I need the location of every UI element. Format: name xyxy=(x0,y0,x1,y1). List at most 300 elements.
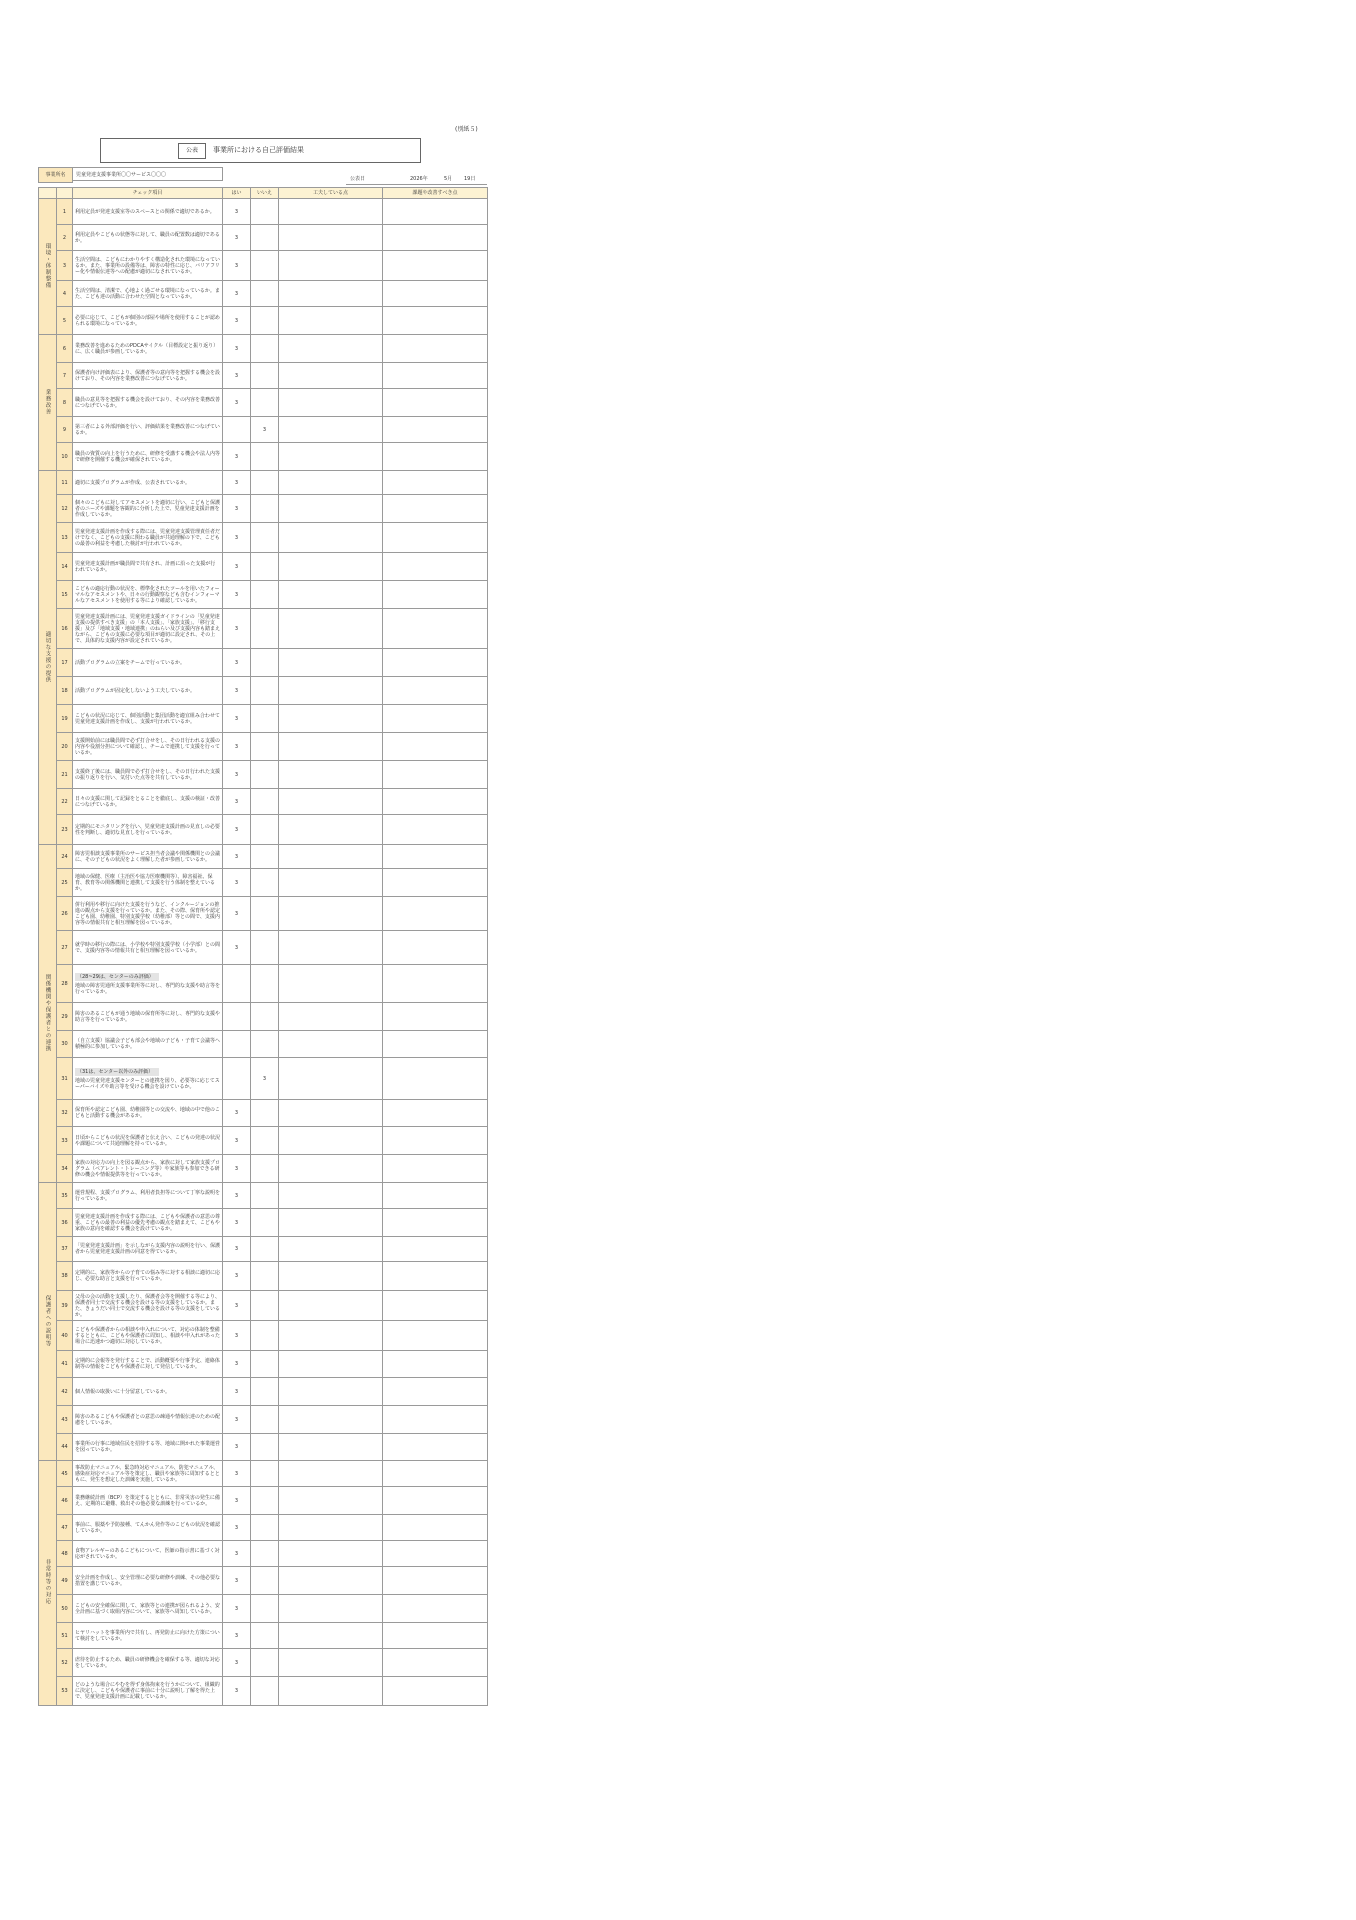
check-item-text: 安全計画を作成し、安全管理に必要な研修や訓練、その他必要な措置を講じているか。 xyxy=(75,1574,221,1587)
check-item-text: 利用定員が発達支援室等のスペースとの関係で適切であるか。 xyxy=(75,208,215,215)
good-points-cell[interactable] xyxy=(279,869,383,897)
good-points-cell[interactable] xyxy=(279,443,383,471)
yes-count-cell[interactable]: 3 xyxy=(223,363,251,389)
issues-cell[interactable] xyxy=(383,1127,488,1155)
yes-count-cell[interactable]: 3 xyxy=(223,1567,251,1595)
issues-cell[interactable] xyxy=(383,495,488,523)
issues-cell[interactable] xyxy=(383,1031,488,1058)
check-item-text: 障害児相談支援事業所のサービス担当者会議や関係機関との会議に、その子どもの状況をよく理解した者が参画しているか。 xyxy=(75,850,221,863)
issues-cell[interactable] xyxy=(383,307,488,335)
yes-count-cell[interactable]: 3 xyxy=(223,471,251,495)
no-count-cell[interactable] xyxy=(251,1183,279,1209)
no-count-cell[interactable] xyxy=(251,495,279,523)
good-points-cell[interactable] xyxy=(279,1003,383,1031)
item-number: 20 xyxy=(57,733,73,761)
yes-count-cell[interactable]: 3 xyxy=(223,1515,251,1541)
issues-cell[interactable] xyxy=(383,1406,488,1434)
good-points-cell[interactable] xyxy=(279,417,383,443)
table-row xyxy=(39,495,488,523)
no-count-cell[interactable] xyxy=(251,581,279,609)
issues-cell[interactable] xyxy=(383,251,488,281)
yes-count-cell[interactable]: 3 xyxy=(223,581,251,609)
sheet-label: (別紙５) xyxy=(455,126,478,133)
yes-count-cell[interactable]: 3 xyxy=(223,1541,251,1567)
no-count-cell[interactable] xyxy=(251,523,279,553)
good-points-cell[interactable] xyxy=(279,1183,383,1209)
issues-cell[interactable] xyxy=(383,897,488,931)
no-count-cell[interactable] xyxy=(251,1031,279,1058)
issues-cell[interactable] xyxy=(383,845,488,869)
issues-cell[interactable] xyxy=(383,417,488,443)
good-points-cell[interactable] xyxy=(279,307,383,335)
table-row xyxy=(39,307,488,335)
check-item-cell xyxy=(73,1461,223,1487)
no-count-cell[interactable] xyxy=(251,789,279,815)
issues-cell[interactable] xyxy=(383,1595,488,1623)
good-points-cell[interactable] xyxy=(279,845,383,869)
no-count-cell[interactable] xyxy=(251,677,279,705)
issues-cell[interactable] xyxy=(383,1100,488,1127)
good-points-cell[interactable] xyxy=(279,609,383,649)
table-row xyxy=(39,581,488,609)
check-item-wrap xyxy=(73,1461,222,1486)
item-number: 22 xyxy=(57,789,73,815)
good-points-cell[interactable] xyxy=(279,251,383,281)
good-points-cell[interactable] xyxy=(279,471,383,495)
issues-cell[interactable] xyxy=(383,789,488,815)
publication-month[interactable]: 5月 xyxy=(444,176,453,182)
check-item-cell xyxy=(73,869,223,897)
table-row xyxy=(39,897,488,931)
no-count-cell[interactable] xyxy=(251,225,279,251)
no-count-cell[interactable]: 3 xyxy=(251,417,279,443)
check-item-text: 第三者による外部評価を行い、評価結果を業務改善につなげているか。 xyxy=(75,423,220,436)
check-item-text: 地域の障害児通所支援事業所等に対し、専門的な支援や助言等を行っているか。 xyxy=(75,983,221,995)
item-number: 46 xyxy=(57,1487,73,1515)
yes-count-cell[interactable]: 3 xyxy=(223,443,251,471)
good-points-cell[interactable] xyxy=(279,1677,383,1706)
good-points-cell[interactable] xyxy=(279,1127,383,1155)
issues-cell[interactable] xyxy=(383,1378,488,1406)
yes-count-cell[interactable] xyxy=(223,965,251,1003)
table-row xyxy=(39,1100,488,1127)
no-count-cell[interactable] xyxy=(251,553,279,581)
issues-cell[interactable] xyxy=(383,869,488,897)
good-points-cell[interactable] xyxy=(279,199,383,225)
issues-cell[interactable] xyxy=(383,1487,488,1515)
no-count-cell[interactable] xyxy=(251,1487,279,1515)
no-count-cell[interactable] xyxy=(251,1351,279,1378)
yes-count-cell[interactable]: 3 xyxy=(223,1595,251,1623)
good-points-cell[interactable] xyxy=(279,553,383,581)
no-count-cell[interactable]: 3 xyxy=(251,1058,279,1100)
no-count-cell[interactable] xyxy=(251,761,279,789)
table-row xyxy=(39,225,488,251)
yes-count-cell[interactable]: 3 xyxy=(223,1183,251,1209)
good-points-cell[interactable] xyxy=(279,1321,383,1351)
good-points-cell[interactable] xyxy=(279,705,383,733)
issues-cell[interactable] xyxy=(383,1461,488,1487)
yes-count-cell[interactable] xyxy=(223,1031,251,1058)
item-number: 5 xyxy=(57,307,73,335)
table-row xyxy=(39,677,488,705)
yes-count-cell[interactable]: 3 xyxy=(223,307,251,335)
yes-count-cell[interactable]: 3 xyxy=(223,1351,251,1378)
yes-count-cell[interactable]: 3 xyxy=(223,1262,251,1291)
check-item-text: 活動プログラムの立案をチームで行っているか。 xyxy=(75,659,185,666)
check-item-wrap xyxy=(73,1127,222,1154)
good-points-cell[interactable] xyxy=(279,363,383,389)
no-count-cell[interactable] xyxy=(251,869,279,897)
yes-count-cell[interactable]: 3 xyxy=(223,495,251,523)
good-points-cell[interactable] xyxy=(279,965,383,1003)
yes-count-cell[interactable]: 3 xyxy=(223,1100,251,1127)
no-count-cell[interactable] xyxy=(251,931,279,965)
issues-cell[interactable] xyxy=(383,761,488,789)
no-count-cell[interactable] xyxy=(251,251,279,281)
good-points-cell[interactable] xyxy=(279,1209,383,1237)
item-number: 36 xyxy=(57,1209,73,1237)
check-item-wrap xyxy=(73,1262,222,1290)
yes-count-cell[interactable]: 3 xyxy=(223,523,251,553)
issues-cell[interactable] xyxy=(383,815,488,845)
issues-cell[interactable] xyxy=(383,1262,488,1291)
publication-day[interactable]: 19日 xyxy=(464,176,476,182)
check-item-wrap xyxy=(73,897,222,930)
table-row xyxy=(39,251,488,281)
yes-count-cell[interactable]: 3 xyxy=(223,705,251,733)
issues-cell[interactable] xyxy=(383,1623,488,1649)
no-count-cell[interactable] xyxy=(251,1003,279,1031)
item-number: 12 xyxy=(57,495,73,523)
issues-cell[interactable] xyxy=(383,1058,488,1100)
issues-cell[interactable] xyxy=(383,389,488,417)
no-count-cell[interactable] xyxy=(251,1209,279,1237)
check-item-cell xyxy=(73,1649,223,1677)
issues-cell[interactable] xyxy=(383,733,488,761)
yes-count-cell[interactable]: 3 xyxy=(223,789,251,815)
check-item-cell xyxy=(73,931,223,965)
table-row xyxy=(39,1262,488,1291)
issues-cell[interactable] xyxy=(383,1155,488,1183)
no-count-cell[interactable] xyxy=(251,897,279,931)
no-count-cell[interactable] xyxy=(251,1100,279,1127)
yes-count-cell[interactable]: 3 xyxy=(223,815,251,845)
check-item-text: 地域の保健、医療（主治医や協力医療機関等）、障害福祉、保育、教育等の関係機関と連携して支援を行う体制を整えているか。 xyxy=(75,873,216,892)
good-points-cell[interactable] xyxy=(279,1351,383,1378)
yes-count-cell[interactable]: 3 xyxy=(223,553,251,581)
yes-count-cell[interactable]: 3 xyxy=(223,1406,251,1434)
no-count-cell[interactable] xyxy=(251,1541,279,1567)
issues-cell[interactable] xyxy=(383,1237,488,1262)
yes-count-cell[interactable]: 3 xyxy=(223,845,251,869)
check-item-wrap xyxy=(73,815,222,844)
no-count-cell[interactable] xyxy=(251,1127,279,1155)
table-row xyxy=(39,1649,488,1677)
table-header-row xyxy=(39,188,488,199)
issues-cell[interactable] xyxy=(383,1291,488,1321)
no-count-cell[interactable] xyxy=(251,1434,279,1461)
publication-year[interactable]: 2026年 xyxy=(410,176,428,182)
no-count-cell[interactable] xyxy=(251,1461,279,1487)
good-points-cell[interactable] xyxy=(279,1461,383,1487)
issues-cell[interactable] xyxy=(383,609,488,649)
no-count-cell[interactable] xyxy=(251,733,279,761)
table-row xyxy=(39,417,488,443)
no-count-cell[interactable] xyxy=(251,815,279,845)
table-row xyxy=(39,553,488,581)
check-item-text: 「児童発達支援計画」を示しながら支援内容の説明を行い、保護者から児童発達支援計画の同意を得ているか。 xyxy=(75,1243,221,1255)
no-count-cell[interactable] xyxy=(251,845,279,869)
check-item-cell xyxy=(73,733,223,761)
header-yes: はい xyxy=(223,188,251,199)
yes-count-cell[interactable]: 3 xyxy=(223,1237,251,1262)
yes-count-cell[interactable]: 3 xyxy=(223,897,251,931)
issues-cell[interactable] xyxy=(383,443,488,471)
issues-cell[interactable] xyxy=(383,1434,488,1461)
issues-cell[interactable] xyxy=(383,1677,488,1706)
check-item-wrap xyxy=(73,845,222,868)
table-row xyxy=(39,281,488,307)
no-count-cell[interactable] xyxy=(251,1567,279,1595)
good-points-cell[interactable] xyxy=(279,1649,383,1677)
check-item-wrap xyxy=(73,1351,222,1377)
good-points-cell[interactable] xyxy=(279,1262,383,1291)
no-count-cell[interactable] xyxy=(251,1262,279,1291)
good-points-cell[interactable] xyxy=(279,789,383,815)
item-number: 7 xyxy=(57,363,73,389)
good-points-cell[interactable] xyxy=(279,761,383,789)
issues-cell[interactable] xyxy=(383,1209,488,1237)
yes-count-cell[interactable]: 3 xyxy=(223,677,251,705)
good-points-cell[interactable] xyxy=(279,1406,383,1434)
good-points-cell[interactable] xyxy=(279,1237,383,1262)
check-item-cell xyxy=(73,1623,223,1649)
no-count-cell[interactable] xyxy=(251,1237,279,1262)
no-count-cell[interactable] xyxy=(251,363,279,389)
yes-count-cell[interactable]: 3 xyxy=(223,225,251,251)
good-points-cell[interactable] xyxy=(279,523,383,553)
check-item-text: 家族の対応力の向上を図る観点から、家族に対して家族支援プログラム（ペアレント・トレーニング等）や家族等も参加できる研修の機会や情報提供等を行っているか。 xyxy=(75,1159,221,1178)
good-points-cell[interactable] xyxy=(279,495,383,523)
issues-cell[interactable] xyxy=(383,677,488,705)
good-points-cell[interactable] xyxy=(279,1434,383,1461)
issues-cell[interactable] xyxy=(383,335,488,363)
check-item-text: 必要に応じて、こどもが個別の部屋や場所を使用することが認められる環境になっているか。 xyxy=(75,314,220,327)
no-count-cell[interactable] xyxy=(251,1595,279,1623)
good-points-cell[interactable] xyxy=(279,335,383,363)
issues-cell[interactable] xyxy=(383,225,488,251)
item-number: 13 xyxy=(57,523,73,553)
check-item-cell xyxy=(73,1567,223,1595)
yes-count-cell[interactable]: 3 xyxy=(223,1623,251,1649)
item-number: 40 xyxy=(57,1321,73,1351)
check-item-wrap xyxy=(73,965,222,1002)
good-points-cell[interactable] xyxy=(279,1058,383,1100)
good-points-cell[interactable] xyxy=(279,1623,383,1649)
check-item-cell xyxy=(73,307,223,335)
check-item-text: 地域の児童発達支援センターとの連携を図り、必要等に応じてスーパーバイズや助言等を受ける機会を設けているか。 xyxy=(75,1078,220,1090)
good-points-cell[interactable] xyxy=(279,1541,383,1567)
check-item-text: 個々のこどもに対してアセスメントを適切に行い、こどもと保護者のニーズや課題を客観的に分析した上で、児童発達支援計画を作成しているか。 xyxy=(75,499,220,518)
yes-count-cell[interactable]: 3 xyxy=(223,251,251,281)
yes-count-cell[interactable]: 3 xyxy=(223,281,251,307)
check-item-text: 生活空間は、こどもにわかりやすく構造化された環境になっているか。また、事業所の設備等は、障害の特性に応じ、バリアフリー化や情報伝達等への配慮が適切になされているか。 xyxy=(75,256,221,275)
good-points-cell[interactable] xyxy=(279,1515,383,1541)
check-item-cell xyxy=(73,815,223,845)
issues-cell[interactable] xyxy=(383,199,488,225)
check-item-wrap xyxy=(73,761,222,788)
issues-cell[interactable] xyxy=(383,1567,488,1595)
issues-cell[interactable] xyxy=(383,1541,488,1567)
no-count-cell[interactable] xyxy=(251,649,279,677)
yes-count-cell[interactable]: 3 xyxy=(223,733,251,761)
check-item-cell xyxy=(73,251,223,281)
item-number: 37 xyxy=(57,1237,73,1262)
publication-badge: 公表 xyxy=(178,143,206,159)
issues-cell[interactable] xyxy=(383,581,488,609)
yes-count-cell[interactable]: 3 xyxy=(223,761,251,789)
good-points-cell[interactable] xyxy=(279,1595,383,1623)
check-item-wrap xyxy=(73,609,222,648)
issues-cell[interactable] xyxy=(383,1351,488,1378)
yes-count-cell[interactable]: 3 xyxy=(223,1127,251,1155)
issues-cell[interactable] xyxy=(383,705,488,733)
good-points-cell[interactable] xyxy=(279,1155,383,1183)
no-count-cell[interactable] xyxy=(251,1321,279,1351)
check-item-cell xyxy=(73,1321,223,1351)
good-points-cell[interactable] xyxy=(279,931,383,965)
yes-count-cell[interactable]: 3 xyxy=(223,1461,251,1487)
good-points-cell[interactable] xyxy=(279,733,383,761)
no-count-cell[interactable] xyxy=(251,965,279,1003)
check-item-text: 運営規程、支援プログラム、利用者負担等について丁寧な説明を行っているか。 xyxy=(75,1189,221,1202)
good-points-cell[interactable] xyxy=(279,1487,383,1515)
good-points-cell[interactable] xyxy=(279,897,383,931)
item-number: 31 xyxy=(57,1058,73,1100)
yes-count-cell[interactable]: 3 xyxy=(223,1155,251,1183)
no-count-cell[interactable] xyxy=(251,1649,279,1677)
issues-cell[interactable] xyxy=(383,1515,488,1541)
no-count-cell[interactable] xyxy=(251,443,279,471)
no-count-cell[interactable] xyxy=(251,609,279,649)
yes-count-cell[interactable]: 3 xyxy=(223,199,251,225)
yes-count-cell[interactable] xyxy=(223,1003,251,1031)
yes-count-cell[interactable]: 3 xyxy=(223,1321,251,1351)
issues-cell[interactable] xyxy=(383,1321,488,1351)
yes-count-cell[interactable]: 3 xyxy=(223,1487,251,1515)
issues-cell[interactable] xyxy=(383,1649,488,1677)
good-points-cell[interactable] xyxy=(279,1100,383,1127)
yes-count-cell[interactable]: 3 xyxy=(223,1378,251,1406)
check-item-cell xyxy=(73,1487,223,1515)
yes-count-cell[interactable]: 3 xyxy=(223,931,251,965)
check-item-text: 父母の会の活動を支援したり、保護者会等を開催する等により、保護者同士で交流する機会を設ける等の支援をしているか。また、きょうだい同士で交流する機会を設ける等の支援をしているか。 xyxy=(75,1293,221,1318)
check-item-cell xyxy=(73,389,223,417)
good-points-cell[interactable] xyxy=(279,581,383,609)
item-number: 6 xyxy=(57,335,73,363)
issues-cell[interactable] xyxy=(383,523,488,553)
yes-count-cell[interactable]: 3 xyxy=(223,1677,251,1706)
no-count-cell[interactable] xyxy=(251,1155,279,1183)
no-count-cell[interactable] xyxy=(251,389,279,417)
no-count-cell[interactable] xyxy=(251,199,279,225)
check-item-wrap xyxy=(73,251,222,280)
no-count-cell[interactable] xyxy=(251,1677,279,1706)
no-count-cell[interactable] xyxy=(251,307,279,335)
table-row xyxy=(39,1515,488,1541)
no-count-cell[interactable] xyxy=(251,471,279,495)
item-number: 34 xyxy=(57,1155,73,1183)
issues-cell[interactable] xyxy=(383,1003,488,1031)
issues-cell[interactable] xyxy=(383,471,488,495)
facility-name-field[interactable]: 児童発達支援事業所〇〇サービス〇〇〇 xyxy=(72,167,223,181)
check-item-wrap xyxy=(73,789,222,814)
good-points-cell[interactable] xyxy=(279,815,383,845)
no-count-cell[interactable] xyxy=(251,1378,279,1406)
yes-count-cell[interactable]: 3 xyxy=(223,869,251,897)
check-item-wrap xyxy=(73,225,222,250)
good-points-cell[interactable] xyxy=(279,281,383,307)
good-points-cell[interactable] xyxy=(279,1031,383,1058)
yes-count-cell[interactable]: 3 xyxy=(223,649,251,677)
issues-cell[interactable] xyxy=(383,553,488,581)
issues-cell[interactable] xyxy=(383,1183,488,1209)
check-item-text: 支援開始前には職員間で必ず打合せをし、その日行われる支援の内容や役割分担について確認し、チームで連携して支援を行っているか。 xyxy=(75,737,221,756)
issues-cell[interactable] xyxy=(383,931,488,965)
check-item-cell xyxy=(73,1183,223,1209)
yes-count-cell[interactable]: 3 xyxy=(223,1434,251,1461)
issues-cell[interactable] xyxy=(383,649,488,677)
good-points-cell[interactable] xyxy=(279,649,383,677)
check-item-text: 支援終了後には、職員間で必ず打合せをし、その日行われた支援の振り返りを行い、気付いた点等を共有しているか。 xyxy=(75,768,221,781)
good-points-cell[interactable] xyxy=(279,1378,383,1406)
no-count-cell[interactable] xyxy=(251,1406,279,1434)
no-count-cell[interactable] xyxy=(251,1291,279,1321)
item-number: 1 xyxy=(57,199,73,225)
yes-count-cell[interactable]: 3 xyxy=(223,609,251,649)
good-points-cell[interactable] xyxy=(279,389,383,417)
yes-count-cell[interactable] xyxy=(223,417,251,443)
yes-count-cell[interactable]: 3 xyxy=(223,1209,251,1237)
no-count-cell[interactable] xyxy=(251,281,279,307)
no-count-cell[interactable] xyxy=(251,335,279,363)
good-points-cell[interactable] xyxy=(279,1291,383,1321)
yes-count-cell[interactable]: 3 xyxy=(223,1291,251,1321)
table-row xyxy=(39,335,488,363)
issues-cell[interactable] xyxy=(383,363,488,389)
good-points-cell[interactable] xyxy=(279,1567,383,1595)
issues-cell[interactable] xyxy=(383,281,488,307)
section-label-cell xyxy=(39,471,57,845)
good-points-cell[interactable] xyxy=(279,225,383,251)
yes-count-cell[interactable]: 3 xyxy=(223,389,251,417)
item-number: 41 xyxy=(57,1351,73,1378)
item-number: 18 xyxy=(57,677,73,705)
check-item-text: （自立支援）協議会子ども部会や地域の子ども・子育て会議等へ積極的に参加しているか。 xyxy=(75,1038,221,1050)
check-item-text: こどもの適応行動の状況を、標準化されたツールを用いたフォーマルなアセスメントや、日々の行動観察なども含むインフォーマルなアセスメントを使用する等により確認しているか。 xyxy=(75,585,220,604)
yes-count-cell[interactable] xyxy=(223,1058,251,1100)
no-count-cell[interactable] xyxy=(251,1515,279,1541)
yes-count-cell[interactable]: 3 xyxy=(223,1649,251,1677)
issues-cell[interactable] xyxy=(383,965,488,1003)
good-points-cell[interactable] xyxy=(279,677,383,705)
table-row xyxy=(39,705,488,733)
no-count-cell[interactable] xyxy=(251,705,279,733)
item-number: 43 xyxy=(57,1406,73,1434)
no-count-cell[interactable] xyxy=(251,1623,279,1649)
yes-count-cell[interactable]: 3 xyxy=(223,335,251,363)
